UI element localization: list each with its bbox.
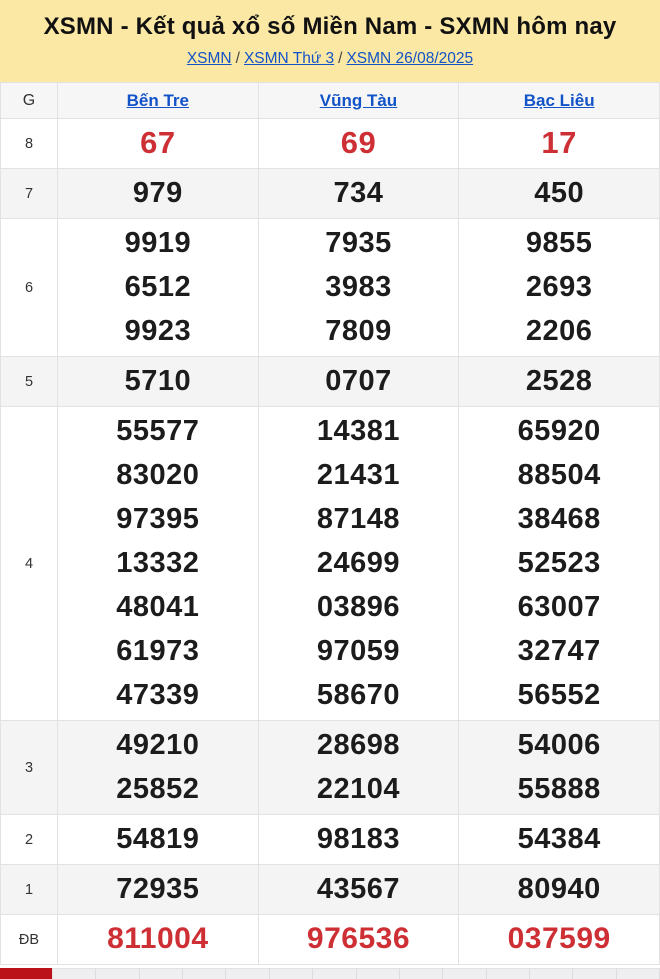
province-column-header — [459, 83, 660, 119]
prize-row-6 — [1, 219, 660, 357]
next-table-cell — [313, 968, 356, 979]
prize-number: 65920 — [517, 415, 601, 447]
prize-number: 14381 — [316, 415, 401, 447]
prize-row-2 — [1, 815, 660, 865]
prize-number: 28698 — [316, 729, 401, 761]
next-table-cell — [617, 968, 660, 979]
prize-number: 2206 — [525, 315, 593, 347]
prize-cell — [58, 815, 259, 865]
prize-cell — [459, 357, 660, 407]
breadcrumb-link[interactable]: XSMN Thứ 3 — [243, 50, 335, 67]
prize-number: 54006 — [517, 729, 601, 761]
prize-number: 21431 — [316, 459, 401, 491]
prize-number: 98183 — [316, 823, 401, 855]
prize-cell — [459, 169, 660, 219]
prize-column-header: G — [1, 83, 58, 119]
prize-number: 9855 — [525, 227, 593, 259]
prize-cell — [258, 815, 459, 865]
prize-row-label: 8 — [1, 119, 58, 169]
next-table-cell — [530, 968, 573, 979]
prize-cell — [258, 219, 459, 357]
prize-row-1 — [1, 865, 660, 915]
prize-row-DB — [1, 915, 660, 965]
prize-cell — [459, 407, 660, 721]
prize-cell — [459, 815, 660, 865]
prize-row-label: 1 — [1, 865, 58, 915]
prize-cell — [58, 721, 259, 815]
prize-number: 49210 — [116, 729, 200, 761]
prize-row-7 — [1, 169, 660, 219]
prize-number: 22104 — [316, 773, 401, 805]
breadcrumb — [0, 50, 660, 68]
prize-number: 7809 — [325, 315, 392, 347]
prize-cell — [459, 915, 660, 965]
prize-cell — [258, 721, 459, 815]
prize-number: 87148 — [316, 503, 401, 535]
province-column-link[interactable]: Bến Tre — [126, 90, 189, 110]
prize-cell — [58, 219, 259, 357]
prize-number: 43567 — [316, 873, 401, 905]
prize-number: 80940 — [517, 873, 601, 905]
results-table — [0, 82, 660, 965]
page-header — [0, 0, 660, 82]
prize-row-label: 4 — [1, 407, 58, 721]
prize-cell — [258, 407, 459, 721]
prize-number: 83020 — [116, 459, 200, 491]
breadcrumb-link[interactable]: XSMN — [186, 50, 232, 67]
next-table-cell — [226, 968, 269, 979]
prize-cell — [58, 357, 259, 407]
prize-number: 2528 — [525, 365, 593, 397]
next-table-cell — [400, 968, 443, 979]
prize-number: 13332 — [116, 547, 200, 579]
prize-row-label: 3 — [1, 721, 58, 815]
prize-number: 2693 — [525, 271, 593, 303]
prize-number: 9919 — [124, 227, 192, 259]
province-column-header — [58, 83, 259, 119]
next-table-cell — [443, 968, 486, 979]
prize-number: 976536 — [306, 922, 411, 955]
next-table-partial — [0, 965, 660, 979]
prize-number: 32747 — [517, 635, 601, 667]
prize-number: 67 — [140, 125, 176, 160]
prize-row-label: 5 — [1, 357, 58, 407]
prize-number: 17 — [541, 125, 577, 160]
prize-cell — [258, 169, 459, 219]
prize-number: 55888 — [517, 773, 601, 805]
prize-row-label: 7 — [1, 169, 58, 219]
prize-cell — [459, 119, 660, 169]
next-table-cell — [487, 968, 530, 979]
prize-number: 9923 — [124, 315, 192, 347]
province-column-link[interactable]: Vũng Tàu — [319, 90, 398, 110]
prize-number: 72935 — [116, 873, 200, 905]
table-header-row — [1, 83, 660, 119]
prize-cell — [459, 721, 660, 815]
next-table-cell — [53, 968, 96, 979]
prize-number: 24699 — [316, 547, 401, 579]
prize-row-label: 6 — [1, 219, 58, 357]
prize-cell — [58, 407, 259, 721]
prize-number: 58670 — [316, 679, 401, 711]
prize-cell — [58, 915, 259, 965]
prize-number: 979 — [132, 177, 183, 209]
prize-cell — [58, 119, 259, 169]
province-column-header — [258, 83, 459, 119]
prize-number: 55577 — [116, 415, 200, 447]
prize-row-label: 2 — [1, 815, 58, 865]
prize-number: 61973 — [116, 635, 200, 667]
prize-number: 0707 — [325, 365, 392, 397]
prize-number: 811004 — [107, 922, 209, 955]
prize-number: 3983 — [325, 271, 392, 303]
breadcrumb-separator: / — [235, 50, 240, 67]
prize-number: 7935 — [325, 227, 392, 259]
next-table-cell — [357, 968, 400, 979]
prize-cell — [258, 915, 459, 965]
next-table-cell — [270, 968, 313, 979]
prize-number: 037599 — [507, 922, 611, 955]
prize-row-3 — [1, 721, 660, 815]
prize-cell — [459, 865, 660, 915]
prize-number: 97395 — [116, 503, 200, 535]
next-table-cell — [96, 968, 139, 979]
prize-number: 25852 — [116, 773, 200, 805]
prize-number: 54819 — [116, 823, 200, 855]
breadcrumb-link[interactable]: XSMN 26/08/2025 — [346, 50, 474, 67]
prize-cell — [58, 169, 259, 219]
prize-number: 5710 — [124, 365, 192, 397]
prize-row-8 — [1, 119, 660, 169]
province-column-link[interactable]: Bạc Liêu — [523, 90, 595, 110]
next-table-red-header-cell — [0, 968, 53, 979]
prize-number: 69 — [340, 125, 377, 160]
prize-number: 63007 — [517, 591, 601, 623]
prize-row-4 — [1, 407, 660, 721]
prize-cell — [258, 357, 459, 407]
prize-number: 734 — [333, 177, 384, 209]
prize-number: 52523 — [517, 547, 601, 579]
prize-number: 6512 — [124, 271, 192, 303]
prize-number: 38468 — [517, 503, 601, 535]
prize-number: 03896 — [316, 591, 401, 623]
next-table-cell — [140, 968, 183, 979]
prize-number: 47339 — [116, 679, 200, 711]
prize-cell — [459, 219, 660, 357]
prize-cell — [58, 865, 259, 915]
page-title: XSMN - Kết quả xổ số Miền Nam - SXMN hôm nay — [43, 13, 617, 40]
next-table-cell — [183, 968, 226, 979]
prize-number: 48041 — [116, 591, 200, 623]
prize-number: 450 — [534, 177, 585, 209]
prize-number: 88504 — [517, 459, 601, 491]
breadcrumb-separator: / — [338, 50, 343, 67]
next-table-cell — [573, 968, 616, 979]
prize-row-label: ĐB — [1, 915, 58, 965]
prize-number: 56552 — [517, 679, 601, 711]
prize-row-5 — [1, 357, 660, 407]
prize-cell — [258, 865, 459, 915]
prize-cell — [258, 119, 459, 169]
prize-number: 97059 — [316, 635, 401, 667]
prize-number: 54384 — [517, 823, 601, 855]
